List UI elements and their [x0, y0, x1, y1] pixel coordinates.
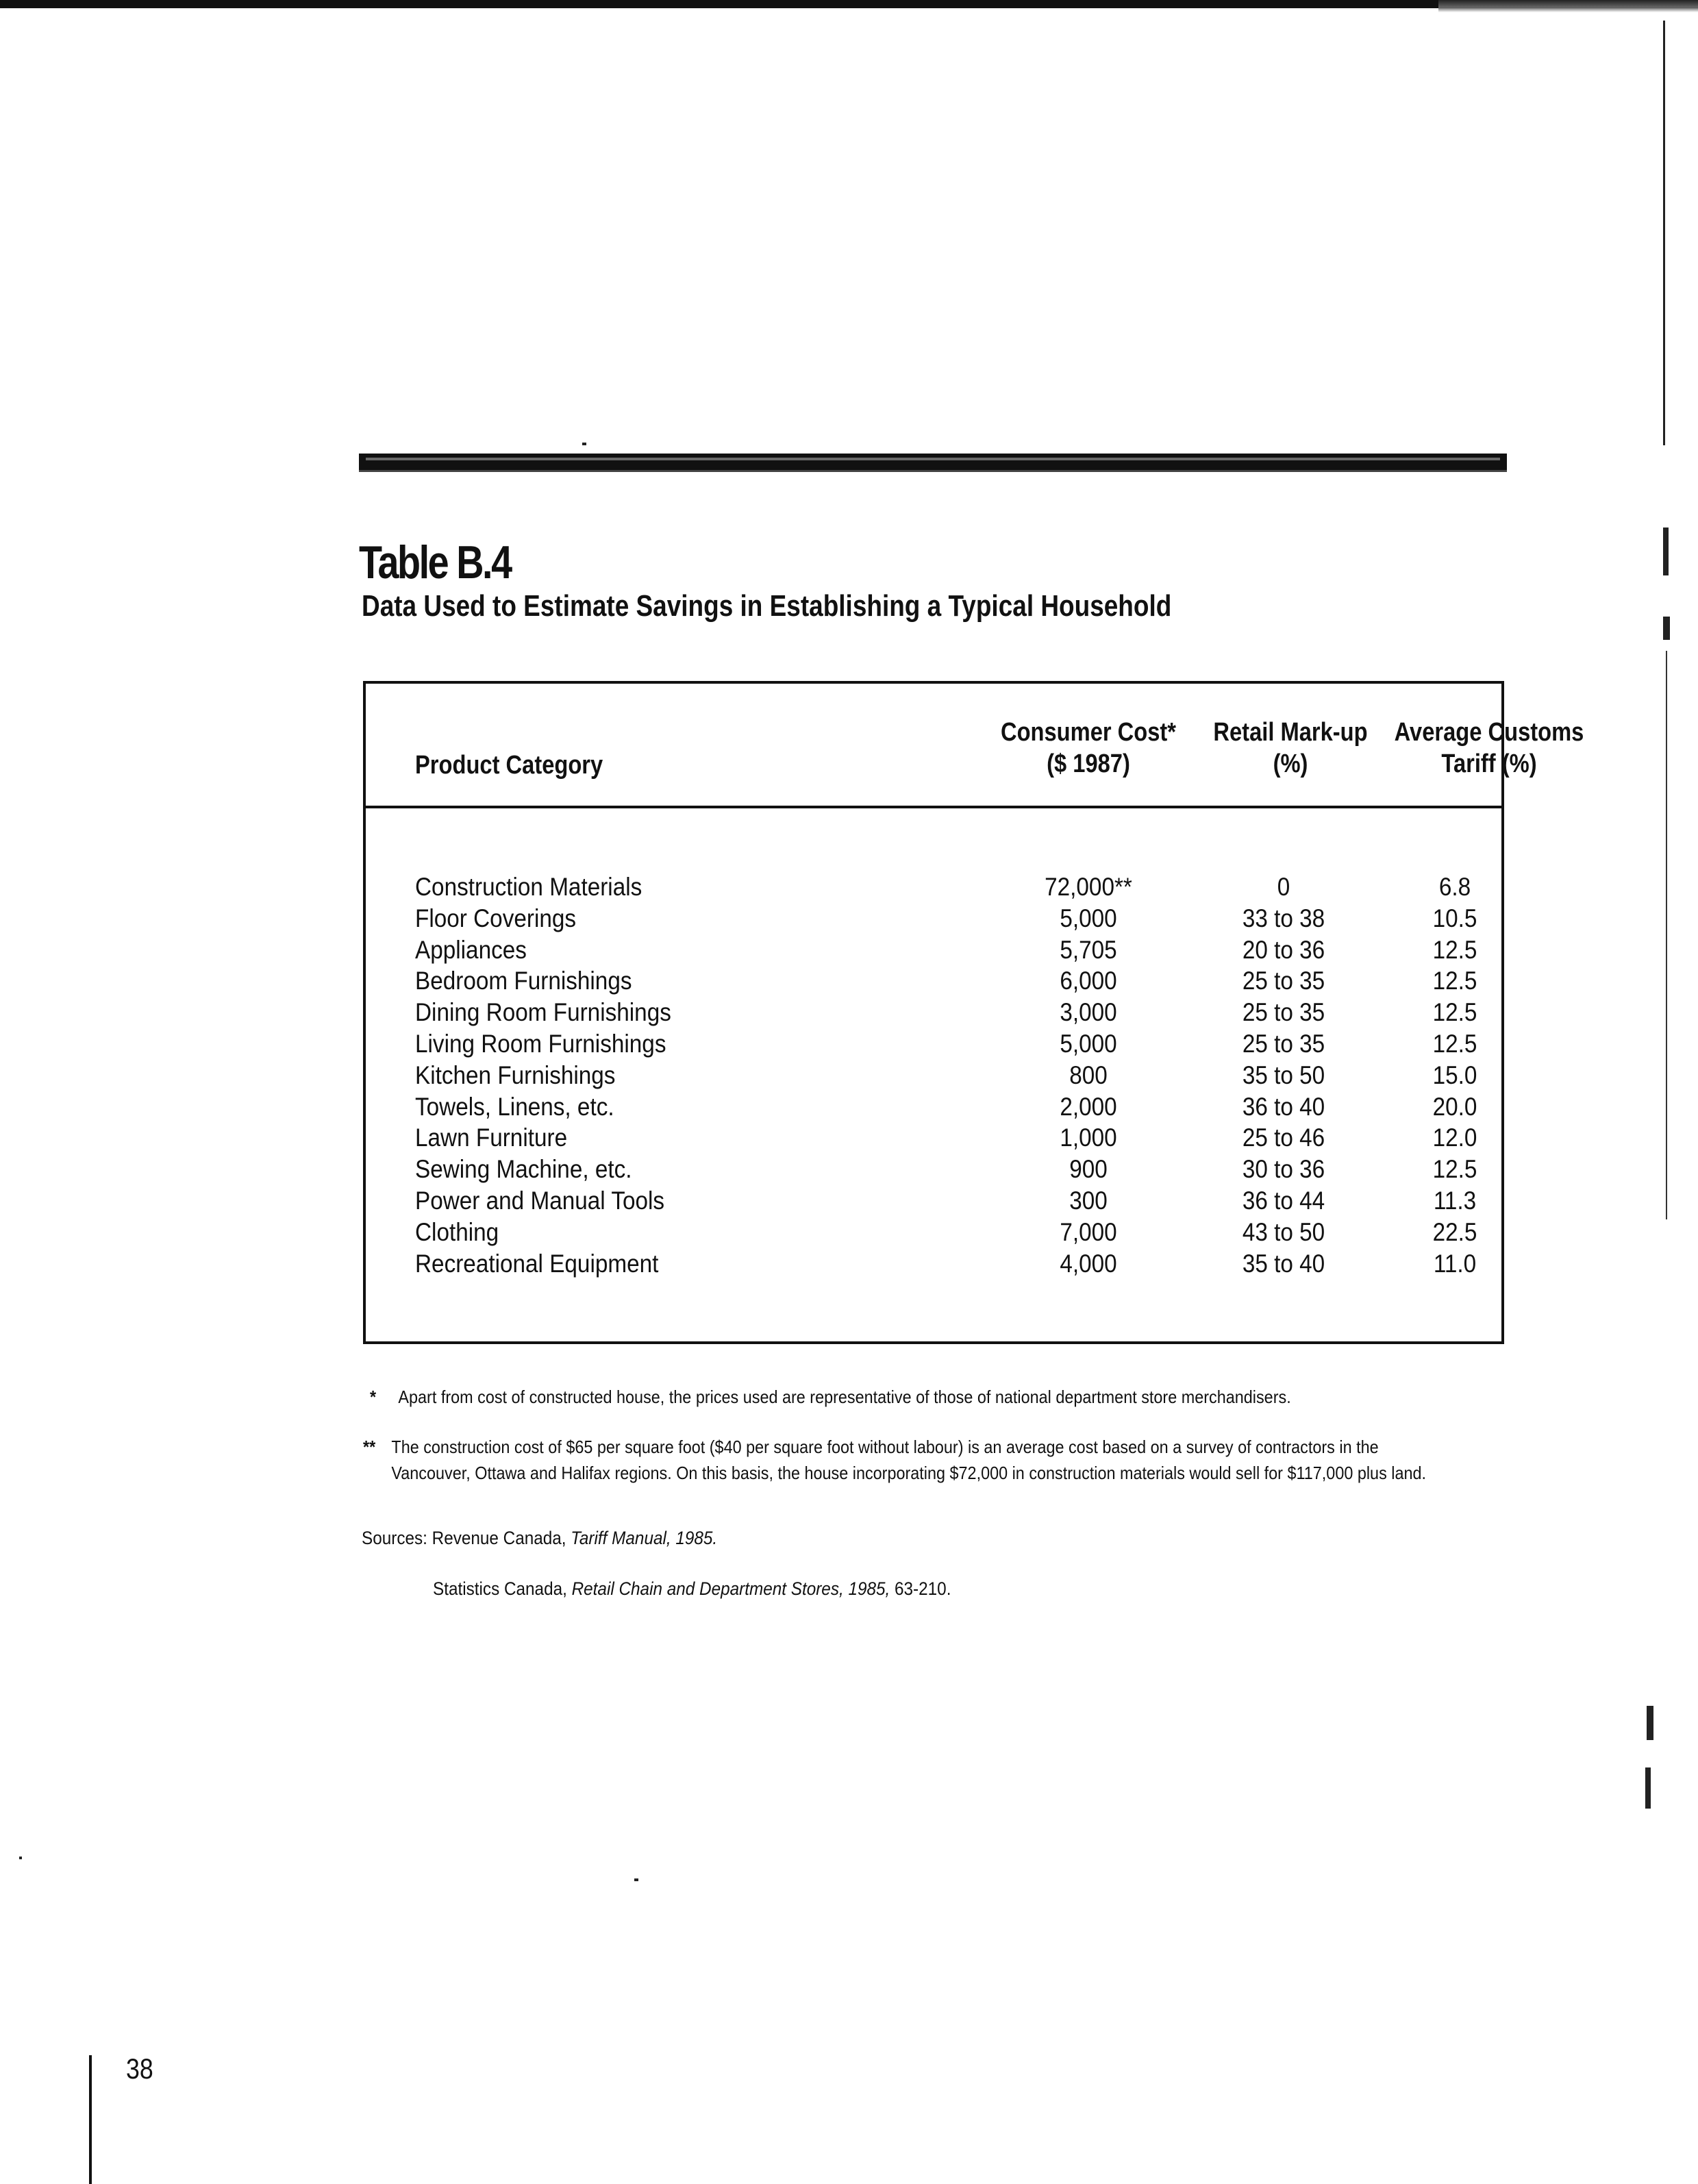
cell-category: Clothing — [415, 1217, 499, 1246]
cell-retail-markup: 43 to 50 — [1242, 1217, 1325, 1246]
margin-mark — [1645, 1767, 1651, 1809]
header-customs-tariff-line2: Tariff (%) — [1441, 749, 1537, 778]
table-row — [366, 1248, 1501, 1280]
cell-retail-markup: 25 to 35 — [1242, 998, 1325, 1027]
cell-consumer-cost: 900 — [1069, 1155, 1108, 1184]
cell-consumer-cost: 7,000 — [1060, 1217, 1117, 1246]
cell-retail-markup: 25 to 46 — [1242, 1124, 1325, 1152]
cell-category: Construction Materials — [415, 873, 642, 901]
table-label: Table B.4 — [359, 536, 511, 588]
right-margin-line-lower — [1666, 651, 1667, 1219]
margin-mark — [1647, 1706, 1653, 1740]
cell-category: Appliances — [415, 935, 527, 964]
cell-category: Living Room Furnishings — [415, 1029, 666, 1058]
cell-customs-tariff: 10.5 — [1432, 904, 1477, 932]
section-rule-inner — [366, 458, 1500, 460]
scan-speck — [19, 1857, 22, 1859]
header-consumer-cost-line2: ($ 1987) — [1047, 749, 1130, 778]
scan-speck — [634, 1878, 638, 1881]
cell-customs-tariff: 11.0 — [1433, 1249, 1477, 1278]
cell-category: Lawn Furniture — [415, 1124, 568, 1152]
cell-consumer-cost: 5,705 — [1060, 935, 1117, 964]
cell-retail-markup: 35 to 40 — [1242, 1249, 1325, 1278]
sources-line-2 — [433, 1576, 951, 1602]
source-1-title: Tariff Manual, 1985. — [571, 1528, 718, 1548]
cell-category: Power and Manual Tools — [415, 1186, 665, 1215]
cell-customs-tariff: 12.5 — [1432, 1029, 1477, 1058]
cell-consumer-cost: 72,000** — [1045, 873, 1132, 901]
header-retail-markup-line2: (%) — [1273, 749, 1308, 778]
cell-consumer-cost: 1,000 — [1060, 1124, 1117, 1152]
margin-mark — [1663, 528, 1669, 575]
cell-category: Dining Room Furnishings — [415, 998, 671, 1027]
table-row — [366, 1217, 1501, 1248]
cell-customs-tariff: 12.5 — [1432, 998, 1477, 1027]
cell-customs-tariff: 12.5 — [1432, 1155, 1477, 1184]
cell-retail-markup: 25 to 35 — [1242, 1029, 1325, 1058]
cell-consumer-cost: 2,000 — [1060, 1092, 1117, 1121]
cell-customs-tariff: 12.5 — [1432, 935, 1477, 964]
table-row — [366, 1185, 1501, 1217]
table-row — [366, 1028, 1501, 1060]
cell-retail-markup: 36 to 44 — [1242, 1186, 1325, 1215]
sources-line-1 — [362, 1525, 717, 1551]
header-customs-tariff-line1: Average Customs — [1394, 718, 1584, 747]
right-margin-line — [1663, 21, 1665, 445]
table-row — [366, 871, 1501, 903]
page-number: 38 — [126, 2052, 153, 2085]
footnote-2-mark: ** — [363, 1437, 376, 1457]
header-retail-markup-line1: Retail Mark-up — [1213, 718, 1368, 747]
cell-retail-markup: 30 to 36 — [1242, 1155, 1325, 1184]
cell-customs-tariff: 6.8 — [1438, 873, 1471, 901]
table-header-row — [366, 684, 1584, 808]
cell-customs-tariff: 15.0 — [1432, 1060, 1477, 1089]
cell-retail-markup: 25 to 35 — [1242, 967, 1325, 995]
cell-customs-tariff: 20.0 — [1432, 1092, 1477, 1121]
footnote-1-mark: * — [370, 1387, 377, 1407]
cell-category: Recreational Equipment — [415, 1249, 659, 1278]
table-row — [366, 1154, 1501, 1185]
table-row — [366, 934, 1501, 966]
cell-consumer-cost: 4,000 — [1060, 1249, 1117, 1278]
cell-retail-markup: 20 to 36 — [1242, 935, 1325, 964]
header-consumer-cost — [994, 717, 1182, 780]
table-row — [366, 997, 1501, 1028]
source-2-title: Retail Chain and Department Stores, 1985, — [571, 1578, 890, 1599]
footnote-2 — [363, 1434, 1460, 1486]
cell-consumer-cost: 300 — [1069, 1186, 1108, 1215]
cell-category: Sewing Machine, etc. — [415, 1155, 632, 1184]
table-body — [366, 871, 1501, 1279]
footnote-2-text: The construction cost of $65 per square foot ($40 per square foot without labour) is an average cost based on a survey of contractors in the Vancouver, Ottawa and Halifax regions. On this basis, the house incorporating $72,000 in construction materials would sell for $117,000 plus land. — [391, 1437, 1427, 1483]
cell-consumer-cost: 800 — [1069, 1060, 1108, 1089]
cell-customs-tariff: 11.3 — [1433, 1186, 1477, 1215]
header-consumer-cost-line1: Consumer Cost* — [1000, 718, 1177, 747]
table-row — [366, 1060, 1501, 1091]
cell-customs-tariff: 12.0 — [1432, 1124, 1477, 1152]
cell-category: Kitchen Furnishings — [415, 1060, 616, 1089]
cell-retail-markup: 35 to 50 — [1242, 1060, 1325, 1089]
cell-retail-markup: 0 — [1277, 873, 1290, 901]
source-2-suffix: 63-210. — [890, 1578, 951, 1599]
cell-consumer-cost: 5,000 — [1060, 904, 1117, 932]
cell-consumer-cost: 5,000 — [1060, 1029, 1117, 1058]
cell-retail-markup: 36 to 40 — [1242, 1092, 1325, 1121]
footnote-1 — [370, 1384, 1291, 1410]
margin-mark — [1663, 617, 1670, 640]
cell-category: Floor Coverings — [415, 904, 577, 932]
cell-consumer-cost: 6,000 — [1060, 967, 1117, 995]
table-subtitle: Data Used to Estimate Savings in Establishing a Typical Household — [362, 589, 1172, 623]
page-top-edge-fade — [1438, 0, 1698, 12]
header-retail-markup — [1196, 717, 1384, 780]
sources-label: Sources: Revenue Canada, — [362, 1528, 571, 1548]
data-table — [363, 681, 1584, 1344]
footnote-1-text: Apart from cost of constructed house, the prices used are representative of those of national department store merchandisers. — [398, 1387, 1291, 1407]
scan-speck — [582, 443, 586, 445]
table-row — [366, 1091, 1501, 1123]
table-row — [366, 1122, 1501, 1154]
section-rule — [359, 454, 1507, 472]
cell-customs-tariff: 12.5 — [1432, 967, 1477, 995]
table-row — [366, 965, 1501, 997]
header-product-category: Product Category — [415, 751, 603, 780]
cell-category: Towels, Linens, etc. — [415, 1092, 614, 1121]
header-customs-tariff — [1389, 717, 1589, 780]
cell-category: Bedroom Furnishings — [415, 967, 632, 995]
source-2-prefix: Statistics Canada, — [433, 1578, 572, 1599]
cell-consumer-cost: 3,000 — [1060, 998, 1117, 1027]
page-number-rule — [89, 2055, 92, 2184]
table-row — [366, 903, 1501, 934]
cell-customs-tariff: 22.5 — [1432, 1217, 1477, 1246]
cell-retail-markup: 33 to 38 — [1242, 904, 1325, 932]
